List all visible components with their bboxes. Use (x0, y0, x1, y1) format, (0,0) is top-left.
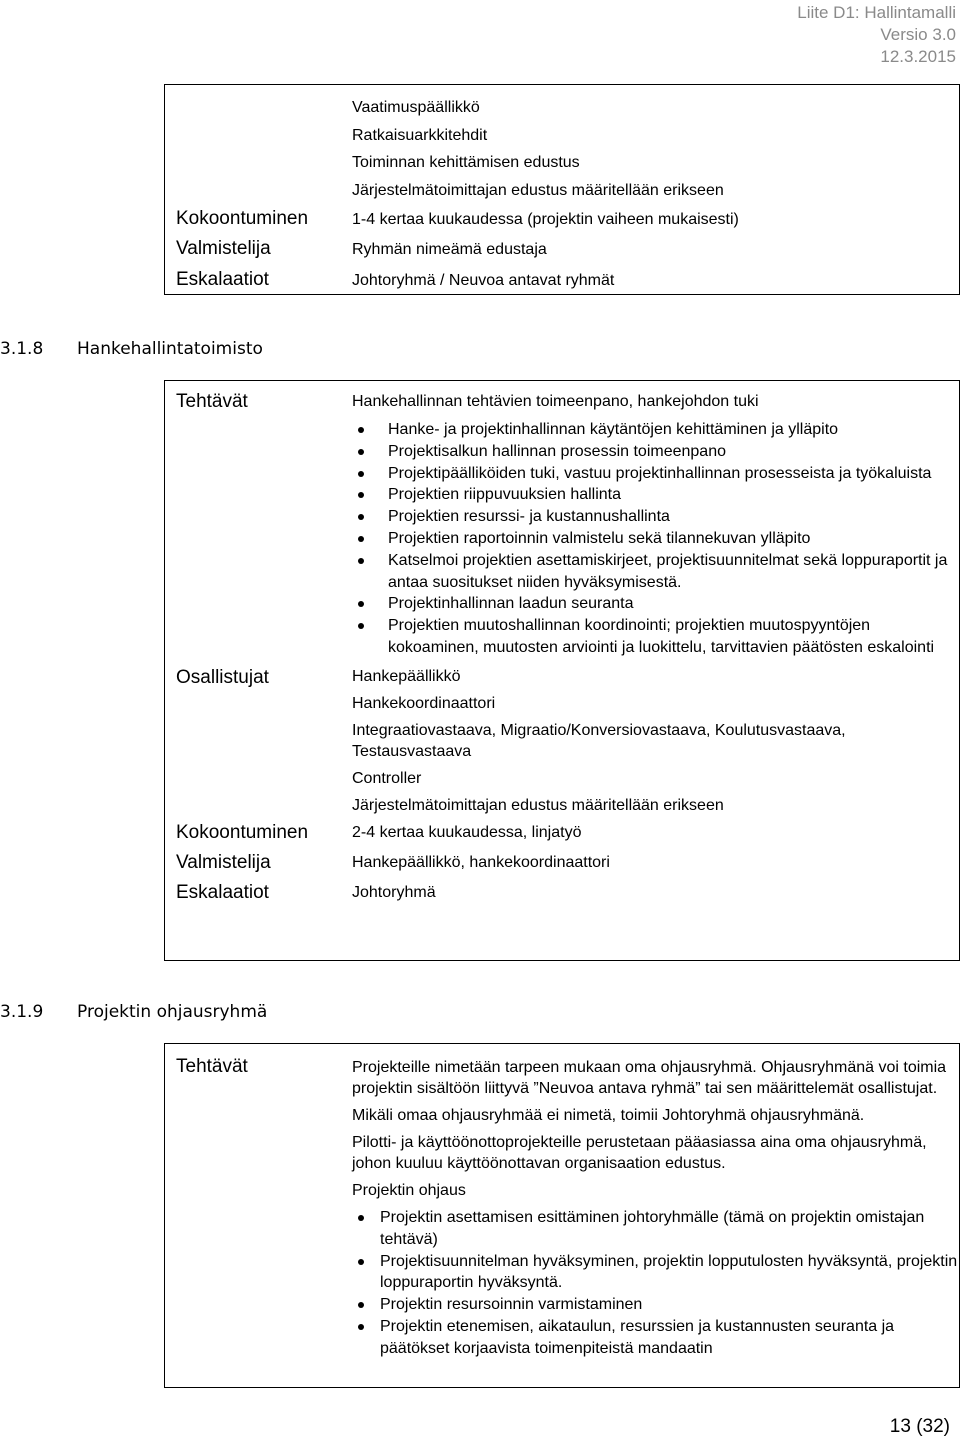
list-item: Projektien riippuvuuksien hallinta (352, 484, 959, 506)
section-title: Projektin ohjausryhmä (77, 1002, 268, 1022)
table-continued (164, 84, 960, 295)
header-version: Versio 3.0 (880, 25, 956, 44)
header-date: 12.3.2015 (880, 47, 956, 66)
participant-item: Ratkaisuarkkitehdit (352, 126, 488, 144)
paragraph: Pilotti- ja käyttöönottoprojekteille perustetaan pääasiassa aina oma ohjausryhmä, johon kuuluu käyttöönottavan organisaation edustus. (352, 1134, 927, 1172)
list-item: Katselmoi projektien asettamiskirjeet, projektisuunnitelmat sekä loppuraportit ja antaa suositukset niiden hyväksymisestä. (352, 550, 959, 594)
page-number: 13 (32) (889, 1416, 950, 1437)
list-item: Projektin resursoinnin varmistaminen (352, 1294, 959, 1316)
list-item: Projektien resurssi- ja kustannushallinta (352, 506, 959, 528)
participants-row (165, 85, 959, 204)
tasks-row (165, 381, 959, 659)
paragraph: Mikäli omaa ohjausryhmää ei nimetä, toimii Johtoryhmä ohjausryhmänä. (352, 1107, 865, 1124)
participant-item: Hankekoordinaattori (352, 694, 496, 712)
steering-list (352, 1207, 959, 1360)
meetings-label: Kokoontuminen (176, 821, 309, 843)
meetings-label: Kokoontuminen (176, 208, 309, 229)
preparer-value: Hankepäällikkö, hankekoordinaattori (352, 853, 610, 871)
tasks-label: Tehtävät (176, 1056, 248, 1077)
meetings-row (165, 204, 959, 234)
list-item: Projektisuunnitelman hyväksyminen, projektin lopputulosten hyväksyntä, projektin loppuraportin hyväksyntä. (352, 1251, 959, 1295)
list-item: Projektien raportoinnin valmistelu sekä tilannekuvan ylläpito (352, 528, 959, 550)
escalation-row (165, 265, 959, 295)
escalation-value: Johtoryhmä (352, 883, 436, 901)
section-number: 3.1.9 (0, 1002, 44, 1022)
list-item: Hanke- ja projektinhallinnan käytäntöjen kehittäminen ja ylläpito (352, 419, 959, 441)
list-item: Projektipäälliköiden tuki, vastuu projektinhallinnan prosesseista ja työkaluista (352, 463, 959, 485)
preparer-label: Valmistelija (176, 851, 271, 873)
paragraph: Projektin ohjaus (352, 1182, 466, 1199)
participant-item: Järjestelmätoimittajan edustus määritellään erikseen (352, 181, 724, 199)
preparer-label: Valmistelija (176, 238, 271, 259)
tasks-label: Tehtävät (176, 391, 248, 412)
participants-row (165, 659, 959, 816)
tasks-row (165, 1044, 959, 1360)
meetings-value: 2-4 kertaa kuukaudessa, linjatyö (352, 823, 582, 841)
list-item: Projektin etenemisen, aikataulun, resurssien ja kustannusten seuranta ja päätökset korjaavista toimenpiteistä mandaatin (352, 1316, 959, 1360)
list-item: Projektisalkun hallinnan prosessin toimeenpano (352, 441, 959, 463)
list-item: Projektin asettamisen esittäminen johtoryhmälle (tämä on projektin omistajan tehtävä) (352, 1207, 959, 1251)
escalation-label: Eskalaatiot (176, 881, 269, 903)
participant-item: Integraatiovastaava, Migraatio/Konversiovastaava, Koulutusvastaava, Testausvastaava (352, 721, 846, 760)
preparer-row (165, 234, 959, 265)
meetings-value: 1-4 kertaa kuukaudessa (projektin vaiheen mukaisesti) (352, 211, 739, 228)
participant-item: Järjestelmätoimittajan edustus määritellään erikseen (352, 796, 724, 814)
preparer-row (165, 846, 959, 877)
meetings-row (165, 816, 959, 846)
section-title: Hankehallintatoimisto (77, 339, 263, 359)
section-number: 3.1.8 (0, 339, 44, 359)
tasks-list (352, 419, 959, 659)
list-item: Projektinhallinnan laadun seuranta (352, 593, 959, 615)
document-header (797, 2, 956, 68)
preparer-value: Ryhmän nimeämä edustaja (352, 241, 547, 258)
list-item: Projektien muutoshallinnan koordinointi; projektien muutospyyntöjen kokoaminen, muutosten arviointi ja luokittelu, tarvittavien päätösten eskalointi (352, 615, 959, 659)
participant-item: Toiminnan kehittämisen edustus (352, 154, 580, 171)
table-319 (164, 1043, 960, 1388)
escalation-label: Eskalaatiot (176, 269, 269, 290)
table-318 (164, 380, 960, 961)
participant-item: Controller (352, 769, 422, 787)
header-title: Liite D1: Hallintamalli (797, 3, 956, 22)
participant-item: Hankepäällikkö (352, 667, 461, 685)
tasks-intro: Hankehallinnan tehtävien toimeenpano, hankejohdon tuki (352, 393, 759, 410)
paragraph: Projekteille nimetään tarpeen mukaan oma ohjausryhmä. Ohjausryhmänä voi toimia projektin sisältöön liittyvä ”Neuvoa antava ryhmä” tai sen määrittelemät osallistujat. (352, 1059, 947, 1097)
escalation-value: Johtoryhmä / Neuvoa antavat ryhmät (352, 272, 615, 289)
participant-item: Vaatimuspäällikkö (352, 99, 480, 116)
section-heading-318 (0, 338, 263, 360)
escalation-row (165, 877, 959, 907)
section-heading-319 (0, 1001, 267, 1023)
participants-label: Osallistujat (176, 666, 269, 688)
